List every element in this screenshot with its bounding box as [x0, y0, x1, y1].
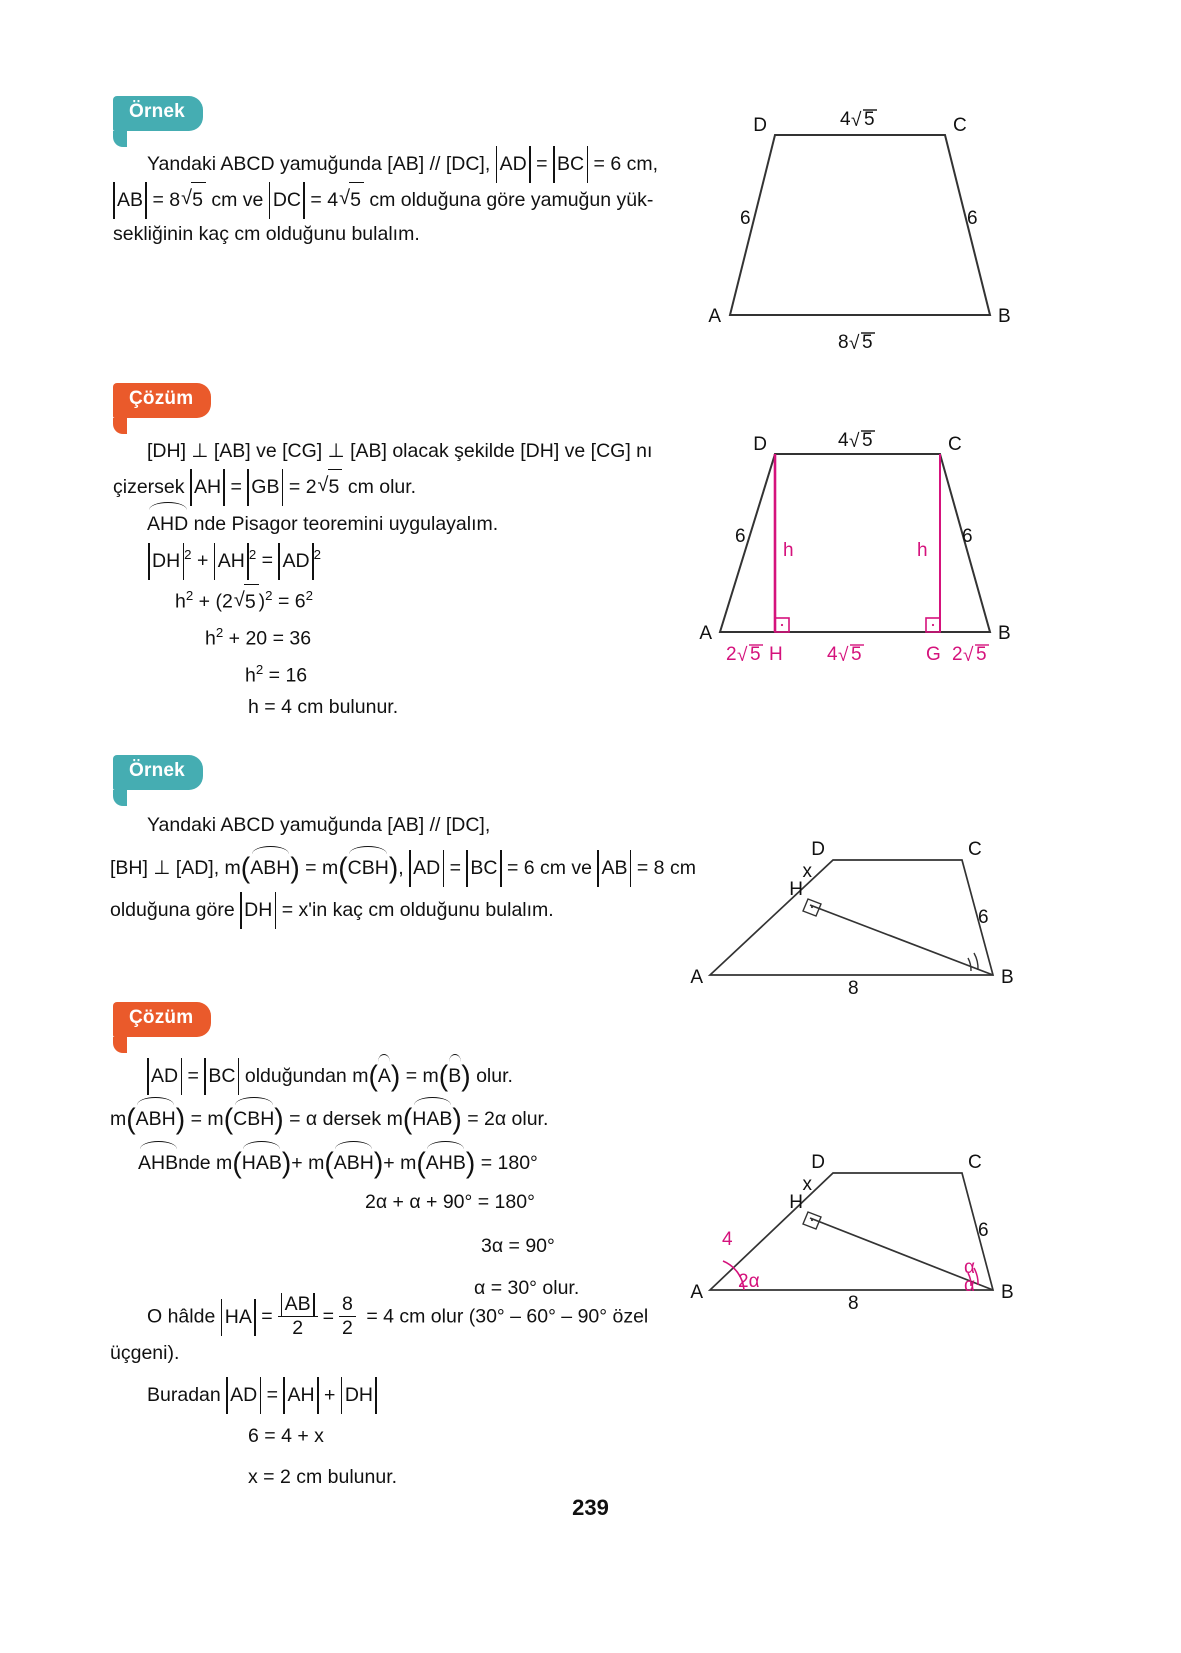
figure3-vertex-D: D	[811, 839, 825, 860]
figure1-left-leg-label: 6	[740, 208, 751, 229]
figure2-foot-G: G	[926, 644, 941, 665]
svg-text:4: 4	[827, 644, 838, 665]
figure-1-trapezoid	[690, 100, 1030, 354]
figure2-top-label	[838, 430, 875, 452]
figure1-vertex-C: C	[953, 115, 967, 136]
abs-ad-sq: AD	[278, 544, 313, 579]
sol2-2alpha: = 2α olur.	[467, 1108, 549, 1130]
svg-text:√: √	[737, 645, 748, 666]
angle-ABH: ABH	[250, 848, 290, 886]
abs-ab: AB	[113, 183, 147, 218]
abs-ad-2: AD	[409, 851, 444, 886]
figure3-x-label: x	[802, 861, 812, 882]
figure2-vertex-B: B	[998, 623, 1011, 644]
sol2-ohalde: O hâlde	[147, 1305, 216, 1328]
example1-eq6: = 6 cm,	[593, 153, 658, 175]
sqrt-5-c: √ 5	[318, 469, 343, 505]
figure4-vertex-C: C	[968, 1152, 982, 1173]
angle-AHD: AHD	[147, 504, 188, 542]
sol1-cm-olur: cm olur.	[347, 476, 417, 498]
sol1-open: (2	[215, 590, 233, 613]
abs-dh-sq: DH	[148, 544, 184, 579]
solution2-line6: Buradan AD = AH + DH	[113, 1378, 377, 1413]
figure1-bottom-label	[838, 332, 875, 354]
figure4-base-label: 8	[848, 1293, 859, 1314]
figure3-vertex-C: C	[968, 839, 982, 860]
svg-text:5: 5	[851, 644, 862, 665]
solution1-line1	[113, 434, 652, 469]
sol2-nde: nde m	[178, 1152, 233, 1174]
fraction-8-2: $\frac{8}{2}$	[339, 1294, 356, 1339]
sol1-rhs: 6	[294, 590, 306, 613]
abs-ab-2: AB	[597, 851, 631, 886]
example1-eq-ab: = 8	[152, 189, 181, 211]
figure4-angle-B-lower: α	[964, 1275, 975, 1296]
example1-line1: Yandaki ABCD yamuğunda [AB] // [DC], AD = BC = 6 cm,	[113, 147, 658, 182]
sol1-h: h	[175, 590, 186, 613]
svg-text:5: 5	[750, 644, 761, 665]
abs-ah-sq: AH	[214, 544, 249, 579]
abs-gb: GB	[247, 470, 283, 505]
solution2-line3: AHBnde m( HAB)+ m( ABH)+ m( AHB) = 180°	[138, 1143, 538, 1181]
solution2-eq5: x = 2 cm bulunur.	[248, 1466, 398, 1488]
example1-eq-dc: = 4	[310, 189, 339, 211]
sol1-ab-cg: [AB] ve [CG]	[213, 440, 323, 462]
sol2-ozel: = 4 cm olur (30° – 60° – 90° özel	[366, 1305, 649, 1328]
figure4-angle-B-upper: α	[964, 1257, 975, 1278]
angle-A: A	[378, 1056, 391, 1094]
solution1-eq4: $h^2 = 16$	[245, 662, 308, 687]
figure4-right-leg-label: 6	[978, 1220, 989, 1241]
svg-text:√: √	[851, 110, 862, 131]
sol2-180: = 180°	[480, 1152, 538, 1174]
figure4-angle-A-label: 2α	[738, 1271, 760, 1292]
figure3-vertex-H: H	[789, 879, 803, 900]
sqrt-5-b: √ 5	[339, 182, 364, 218]
sol1-dh: [DH]	[147, 440, 186, 462]
svg-text:√: √	[838, 645, 849, 666]
svg-text:4: 4	[840, 109, 851, 130]
figure4-x-label: x	[802, 1174, 812, 1195]
abs-ha: HA	[221, 1300, 256, 1335]
angle-HAB: HAB	[412, 1099, 452, 1137]
sol1-cizersek: çizersek	[113, 476, 185, 498]
abs-ad-4: AD	[226, 1378, 261, 1413]
abs-ah: AH	[190, 470, 225, 505]
svg-text:√: √	[963, 645, 974, 666]
figure3-base-label: 8	[848, 978, 859, 999]
figure2-vertex-D: D	[753, 434, 767, 455]
abs-ad: AD	[496, 147, 531, 182]
angle-B: B	[448, 1056, 461, 1094]
ex2-eqm: = m	[305, 857, 339, 879]
ex2-eq8: = 8 cm	[636, 857, 696, 879]
figure2-foot-H: H	[769, 644, 783, 665]
sol2-dersek: = α dersek m	[289, 1108, 403, 1130]
angle-ABH-2: ABH	[136, 1099, 176, 1137]
page-number: 239	[572, 1495, 609, 1520]
svg-text:2: 2	[726, 644, 737, 665]
figure1-vertex-B: B	[998, 306, 1011, 327]
solution1-line2: çizersek AH = GB = 2 √ 5 cm olur.	[113, 469, 416, 505]
svg-text:2: 2	[952, 644, 963, 665]
abs-bc: BC	[553, 147, 588, 182]
figure-3-trapezoid	[690, 795, 1030, 999]
sol1-pisagor: nde Pisagor teoremini uygulayalım.	[193, 513, 499, 535]
example1-line3: sekliğinin kaç cm olduğunu bulalım.	[113, 223, 420, 245]
example1-tail: cm olduğuna göre yamuğun yük-	[369, 189, 654, 211]
solution2-line2: m( ABH) = m( CBH) = α dersek m( HAB) = 2α olur.	[110, 1099, 548, 1137]
svg-text:√: √	[849, 431, 860, 452]
example1-text-a: Yandaki ABCD yamuğunda [AB]	[147, 153, 425, 175]
svg-text:5: 5	[976, 644, 987, 665]
example1-text-b: [DC],	[445, 153, 491, 175]
parallel-symbol-2: //	[429, 814, 441, 836]
fraction-ab-2: $\frac{AB}{2}$	[278, 1294, 318, 1339]
ex2-bh: [BH]	[110, 857, 148, 879]
figure-2-trapezoid-heights	[690, 432, 1030, 677]
perp-symbol-3: ⊥	[153, 857, 171, 879]
angle-CBH-2: CBH	[233, 1099, 274, 1137]
angle-ABH-3: ABH	[334, 1143, 374, 1181]
figure2-seg-HG	[827, 644, 864, 666]
abs-dh-2: DH	[240, 893, 276, 928]
figure2-seg-AH	[726, 644, 763, 666]
badge-ornek-1: Örnek	[113, 96, 203, 131]
example1-cm-ve: cm ve	[211, 189, 264, 211]
figure1-right-leg-label: 6	[967, 208, 978, 229]
figure3-right-leg-label: 6	[978, 907, 989, 928]
badge-cozum-1: Çözüm	[113, 383, 211, 418]
ex2-olduguna: olduğuna göre	[110, 899, 235, 921]
angle-HAB-2: HAB	[242, 1143, 282, 1181]
figure4-vertex-B: B	[1001, 1282, 1014, 1303]
solution1-eq5: h = 4 cm bulunur.	[248, 696, 399, 718]
figure2-height-label-left: h	[783, 540, 794, 561]
sol1-eq: = 2	[288, 476, 317, 498]
parallel-symbol: //	[429, 153, 441, 175]
solution1-eq2: $h^2 + (2$ √ 5 )$^2 = 6^2$	[175, 578, 313, 620]
abs-bc-3: BC	[204, 1059, 239, 1094]
sol2-oldugundan: olduğundan m	[244, 1065, 369, 1087]
figure1-vertex-A: A	[708, 306, 721, 327]
abs-ad-3: AD	[147, 1059, 182, 1094]
abs-ah-2: AH	[283, 1378, 318, 1413]
figure4-vertex-D: D	[811, 1152, 825, 1173]
figure2-vertex-C: C	[948, 434, 962, 455]
solution2-line1: AD = BC olduğundan m( A) = m( B) olur.	[113, 1056, 513, 1094]
figure1-vertex-D: D	[753, 115, 767, 136]
example2-text-b: [DC],	[445, 814, 491, 836]
ex2-ad: [AD], m	[175, 857, 241, 879]
solution2-eq4: 6 = 4 + x	[248, 1425, 324, 1447]
solution2-line4: O hâlde HA = $\frac{AB}{2}$ = $\frac{8}{2}$ = 4 cm olur (30° – 60° – 90° özel	[147, 1293, 649, 1340]
figure2-height-label-right: h	[917, 540, 928, 561]
example2-text-a: Yandaki ABCD yamuğunda [AB]	[147, 814, 425, 836]
sol1-close: )	[258, 590, 266, 613]
perp-symbol-1: ⊥	[191, 440, 209, 462]
ex2-tail: = x'in kaç cm olduğunu bulalım.	[281, 899, 554, 921]
sol1-eq4-text: = 16	[268, 664, 308, 687]
solution1-eq1: DH $^2$ + AH $^2$ = AD $^2$	[148, 537, 321, 579]
svg-text:5: 5	[862, 332, 873, 353]
figure4-left-seg-label: 4	[722, 1229, 733, 1250]
example2-line2: [BH] ⊥ [AD], m( ABH) = m( CBH), AD = BC = 6 cm ve AB = 8 cm	[110, 848, 696, 886]
example1-line2	[113, 182, 653, 218]
solution2-eq2: 3α = 90°	[481, 1235, 555, 1257]
figure2-seg-GB	[952, 644, 989, 666]
figure4-vertex-H: H	[789, 1192, 803, 1213]
solution2-line5: üçgeni).	[110, 1342, 180, 1364]
solution2-eq3: α = 30° olur.	[474, 1277, 580, 1299]
badge-cozum-2: Çözüm	[113, 1002, 211, 1037]
abs-bc-2: BC	[466, 851, 501, 886]
figure2-left-leg-label: 6	[735, 526, 746, 547]
ex2-eq6: = 6 cm ve	[506, 857, 593, 879]
sol1-eq3-text: + 20 = 36	[228, 627, 312, 650]
figure3-angle-tick-1	[968, 958, 971, 971]
figure3-vertex-B: B	[1001, 967, 1014, 988]
solution2-eq1: 2α + α + 90° = 180°	[365, 1191, 535, 1213]
svg-text:8: 8	[838, 332, 849, 353]
abs-dh-3: DH	[341, 1378, 377, 1413]
sol2-olur: olur.	[476, 1065, 513, 1087]
example2-line3	[110, 893, 554, 928]
figure2-right-leg-label: 6	[962, 526, 973, 547]
svg-text:√: √	[849, 333, 860, 354]
angle-CBH: CBH	[348, 848, 389, 886]
figure4-vertex-A: A	[690, 1282, 703, 1303]
figure2-vertex-A: A	[699, 623, 712, 644]
abs-dc: DC	[269, 183, 305, 218]
perp-symbol-2: ⊥	[327, 440, 345, 462]
figure1-top-label	[840, 109, 877, 131]
svg-text:5: 5	[862, 430, 873, 451]
sqrt-5-a: √ 5	[181, 182, 206, 218]
figure3-vertex-A: A	[690, 967, 703, 988]
svg-text:4: 4	[838, 430, 849, 451]
sqrt-5-d: √ 5	[234, 584, 259, 620]
example2-line1	[113, 808, 490, 843]
figure-4-trapezoid-angles	[690, 1105, 1030, 1315]
angle-AHB-2: AHB	[426, 1143, 466, 1181]
angle-AHB: AHB	[138, 1143, 178, 1181]
sol1-tail: [AB] olacak şekilde [DH] ve [CG] nı	[350, 440, 653, 462]
svg-text:5: 5	[864, 109, 875, 130]
sol2-buradan: Buradan	[147, 1384, 221, 1406]
solution1-eq3: $h^2 + 20 = 36$	[205, 625, 312, 650]
badge-ornek-2: Örnek	[113, 755, 203, 790]
